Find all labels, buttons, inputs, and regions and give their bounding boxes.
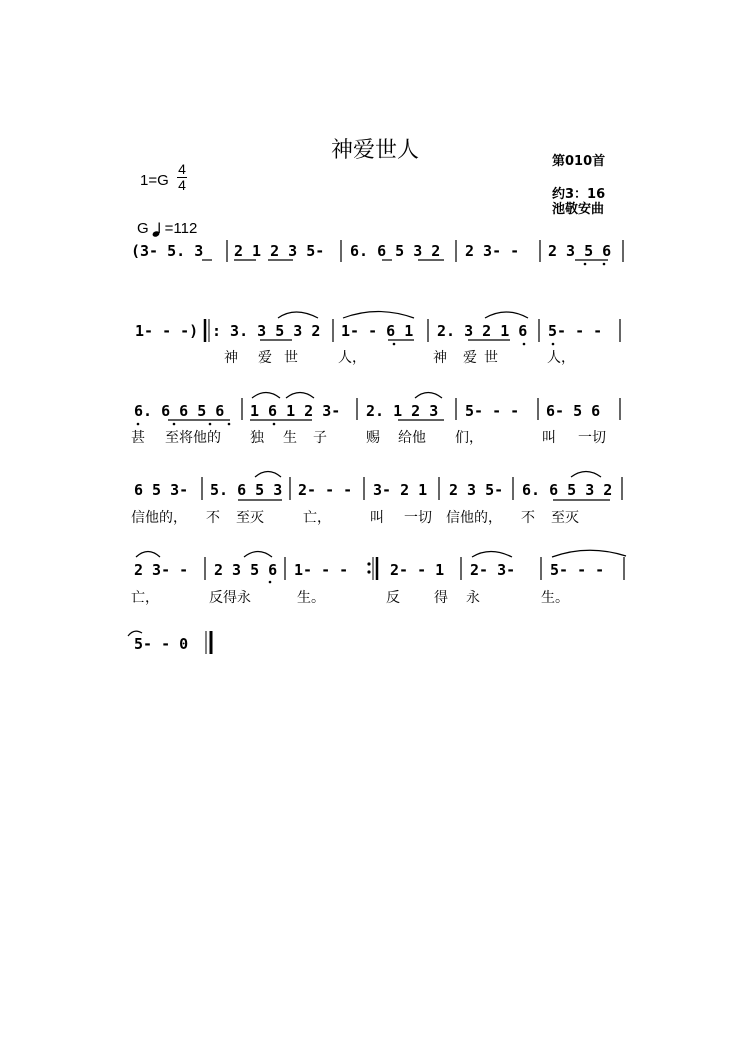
measure: 2 3 5 6 (214, 561, 278, 579)
lyric: 神 (433, 350, 447, 366)
lyric: 爱 (463, 350, 477, 366)
score-line-2 (135, 312, 620, 367)
lyric: 独 (250, 430, 264, 446)
lyric: 反得永 (209, 590, 251, 606)
score-line-6 (128, 631, 211, 654)
measure: 2 1 2 3 5- (234, 242, 325, 260)
measure: 2 3- - (465, 242, 520, 260)
lyric: 亡， (131, 590, 159, 606)
time-signature-bottom: 4 (178, 177, 186, 193)
lyric: 给他 (398, 430, 426, 446)
score-line-3 (131, 393, 620, 447)
lyric: 爱 (258, 350, 272, 366)
measure: (3- 5. 3 (131, 242, 204, 260)
hymn-number: 第010首 (552, 154, 606, 169)
lyric: 不 (521, 510, 535, 526)
lyric: 子 (313, 430, 327, 446)
measure: 3- 2 1 (373, 481, 428, 499)
lyric: 赐 (366, 430, 380, 446)
measure: 6. 6 5 3 2 (350, 242, 441, 260)
measure: 5- - - (548, 322, 603, 340)
measure: 1- - - (294, 561, 349, 579)
key-signature: 1=G (140, 172, 169, 189)
measure: 2- 3- (470, 561, 516, 579)
measure: 6- 5 6 (546, 402, 601, 420)
measure: 2- - 1 (390, 561, 445, 579)
lyric: 信他的， (446, 510, 502, 526)
measure: 1- - 6 1 (341, 322, 414, 340)
measure: 5. 6 5 3 (210, 481, 283, 499)
measure: 2. 3 2 1 6 (437, 322, 528, 340)
lyric: 人， (547, 350, 575, 366)
measure: 2 3 5- (449, 481, 504, 499)
composer: 池敬安曲 (552, 202, 605, 217)
lyric: 一切 (578, 430, 606, 446)
measure: : 3. 3 5 3 2 (212, 322, 321, 340)
song-title: 神爱世人 (331, 138, 420, 163)
score-line-5 (131, 550, 626, 606)
duration: 约3：16 (552, 187, 606, 202)
measure: 6. 6 5 3 2 (522, 481, 613, 499)
lyric: 至灭 (236, 510, 264, 526)
lyric: 人， (338, 350, 366, 366)
measure: 2- - - (298, 481, 353, 499)
lyric: 反 (386, 590, 400, 606)
lyric: 永 (466, 590, 480, 606)
time-signature-top: 4 (178, 161, 186, 177)
lyric: 亡， (303, 510, 331, 526)
measure: 2. 1 2 3 (366, 402, 439, 420)
lyric: 叫 (370, 510, 384, 526)
lyric: 们， (455, 430, 483, 446)
lyric: 神 (224, 350, 238, 366)
lyric: 甚 (131, 430, 145, 446)
measure: 2 3- - (134, 561, 189, 579)
lyric: 世 (284, 350, 298, 366)
lyric: 不 (206, 510, 220, 526)
measure: 2 3 5 6 (548, 242, 612, 260)
lyric: 信他的， (131, 510, 187, 526)
measure: 1- - -) (135, 322, 199, 340)
measure: 6 5 3- (134, 481, 189, 499)
score-line-4 (131, 472, 622, 527)
measure: 5- - - (550, 561, 605, 579)
lyric: 生 (283, 430, 297, 446)
lyric: 至灭 (551, 510, 579, 526)
measure: 5- - 0 (134, 635, 189, 653)
lyric: 一切 (404, 510, 432, 526)
measure: 6. 6 6 5 6 (134, 402, 225, 420)
measure: 5- - - (465, 402, 520, 420)
lyric: 世 (484, 350, 498, 366)
lyric: 叫 (542, 430, 556, 446)
lyric: 至将他的 (165, 430, 221, 446)
measure: 1 6 1 2 3- (250, 402, 341, 420)
tempo-value: =112 (164, 220, 198, 237)
tempo-prefix: G (137, 220, 149, 237)
score-line-1 (131, 240, 623, 265)
lyric: 生。 (297, 590, 325, 606)
lyric: 得 (434, 590, 448, 606)
lyric: 生。 (541, 590, 569, 606)
